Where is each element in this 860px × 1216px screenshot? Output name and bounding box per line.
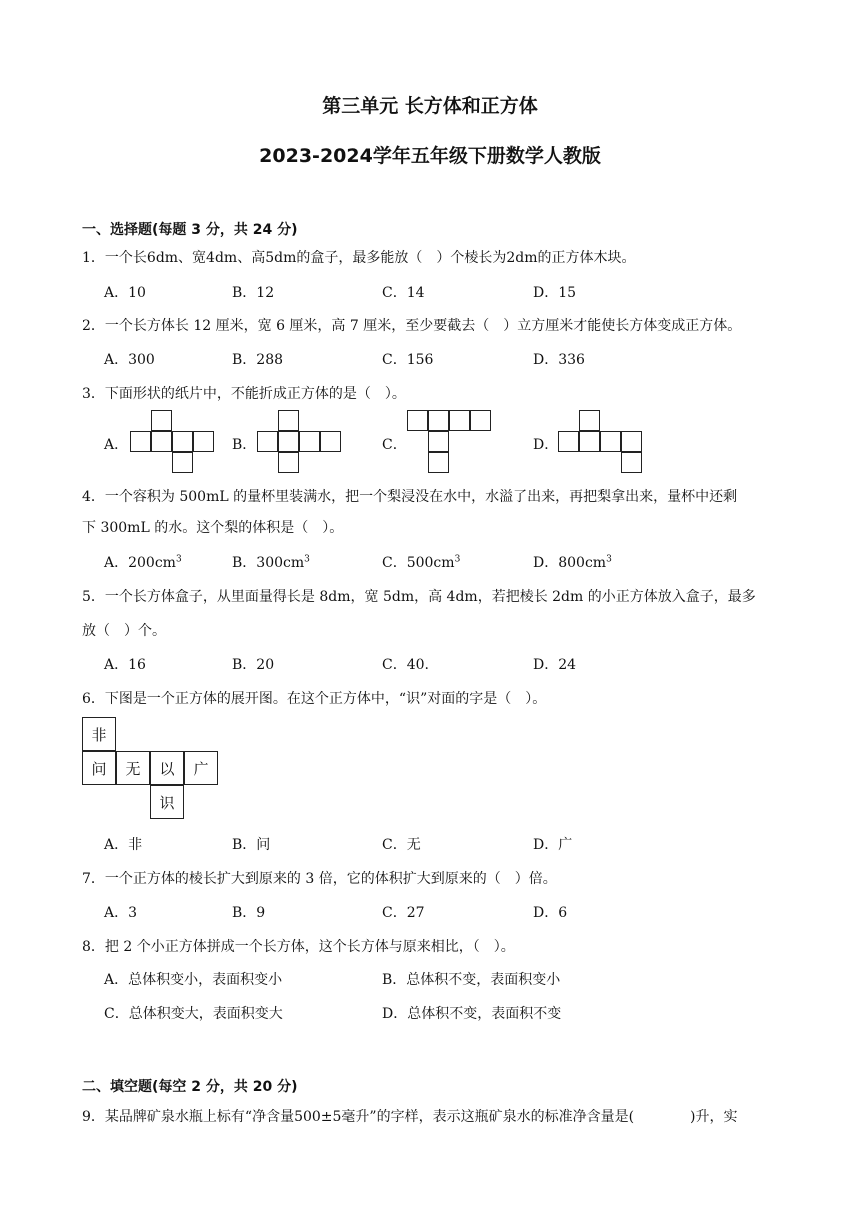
question-8-text: 8．把 2 个小正方体拼成一个长方体，这个长方体与原来相比，（ ）。 <box>82 939 515 955</box>
q5-option-a: A．16 <box>104 657 146 673</box>
title-line-2: 2023-2024学年五年级下册数学人教版 <box>259 145 601 167</box>
q3-option-c-label: C． <box>382 437 407 453</box>
q2-option-d: D．336 <box>533 352 585 368</box>
q6-option-a: A．非 <box>104 837 143 853</box>
q3-option-a-label: A． <box>104 437 129 453</box>
net-cell: 广 <box>184 751 218 785</box>
question-5-line-1: 5．一个长方体盒子，从里面量得长是 8dm，宽 5dm，高 4dm，若把棱长 2dm 的小正方体放入盒子，最多 <box>82 589 756 605</box>
q1-option-a: A．10 <box>104 285 146 301</box>
q4-option-c: C．$500cm^3$ <box>382 554 461 571</box>
q8-option-b: B．总体积不变，表面积变小 <box>382 972 561 988</box>
q7-option-b: B．9 <box>232 905 266 921</box>
q6-option-b: B．问 <box>232 837 271 853</box>
question-6-text: 6．下图是一个正方体的展开图。在这个正方体中，“识”对面的字是（ ）。 <box>82 691 547 707</box>
net-cell: 非 <box>82 717 116 751</box>
q2-option-c: C．156 <box>382 352 434 368</box>
q8-option-d: D．总体积不变，表面积不变 <box>382 1006 562 1022</box>
title-line-1: 第三单元 长方体和正方体 <box>322 95 538 117</box>
q7-option-d: D．6 <box>533 905 568 921</box>
q1-option-b: B．12 <box>232 285 275 301</box>
q2-option-b: B．288 <box>232 352 284 368</box>
q6-option-d: D．广 <box>533 837 573 853</box>
question-9-text: 9．某品牌矿泉水瓶上标有“净含量500±5毫升”的字样，表示这瓶矿泉水的标准净含量是( )升，实 <box>82 1109 738 1125</box>
q5-option-d: D．24 <box>533 657 577 673</box>
q1-option-d: D．15 <box>533 285 577 301</box>
question-7-text: 7．一个正方体的棱长扩大到原来的 3 倍，它的体积扩大到原来的（ ）倍。 <box>82 871 557 887</box>
net-cell: 以 <box>150 751 184 785</box>
question-3-text: 3．下面形状的纸片中，不能折成正方体的是（ ）。 <box>82 386 406 402</box>
q3-option-d-label: D． <box>533 437 559 453</box>
q6-option-c: C．无 <box>382 837 421 853</box>
q4-option-b: B．$300cm^3$ <box>232 554 310 571</box>
q5-option-c: C．40. <box>382 657 429 673</box>
question-5-line-2: 放（ ）个。 <box>82 623 166 639</box>
net-cell: 问 <box>82 751 116 785</box>
q3-option-b-label: B． <box>232 437 257 453</box>
q1-option-c: C．14 <box>382 285 425 301</box>
net-cell: 识 <box>150 785 184 819</box>
question-1-text: 1．一个长6dm、宽4dm、高5dm的盒子，最多能放（ ）个棱长为2dm的正方体木块。 <box>82 250 636 266</box>
net-cell: 无 <box>116 751 150 785</box>
question-4-line-1: 4．一个容积为 500mL 的量杯里装满水，把一个梨浸没在水中，水溢了出来，再把梨拿出来，量杯中还剩 <box>82 489 738 505</box>
q7-option-a: A．3 <box>104 905 138 921</box>
section-heading-fill-in: 二、填空题(每空 2 分，共 20 分) <box>82 1079 298 1095</box>
question-2-text: 2．一个长方体长 12 厘米，宽 6 厘米，高 7 厘米，至少要截去（ ）立方厘米才能使长方体变成正方体。 <box>82 318 742 334</box>
q4-option-d: D．$800cm^3$ <box>533 554 612 571</box>
q5-option-b: B．20 <box>232 657 275 673</box>
q8-option-c: C．总体积变大，表面积变大 <box>104 1006 283 1022</box>
q4-option-a: A．$200cm^3$ <box>104 554 182 571</box>
q8-option-a: A．总体积变小，表面积变小 <box>104 972 283 988</box>
q7-option-c: C．27 <box>382 905 425 921</box>
q2-option-a: A．300 <box>104 352 155 368</box>
section-heading-choice: 一、选择题(每题 3 分，共 24 分) <box>82 222 298 238</box>
question-4-line-2: 下 300mL 的水。这个梨的体积是（ ）。 <box>82 520 344 536</box>
